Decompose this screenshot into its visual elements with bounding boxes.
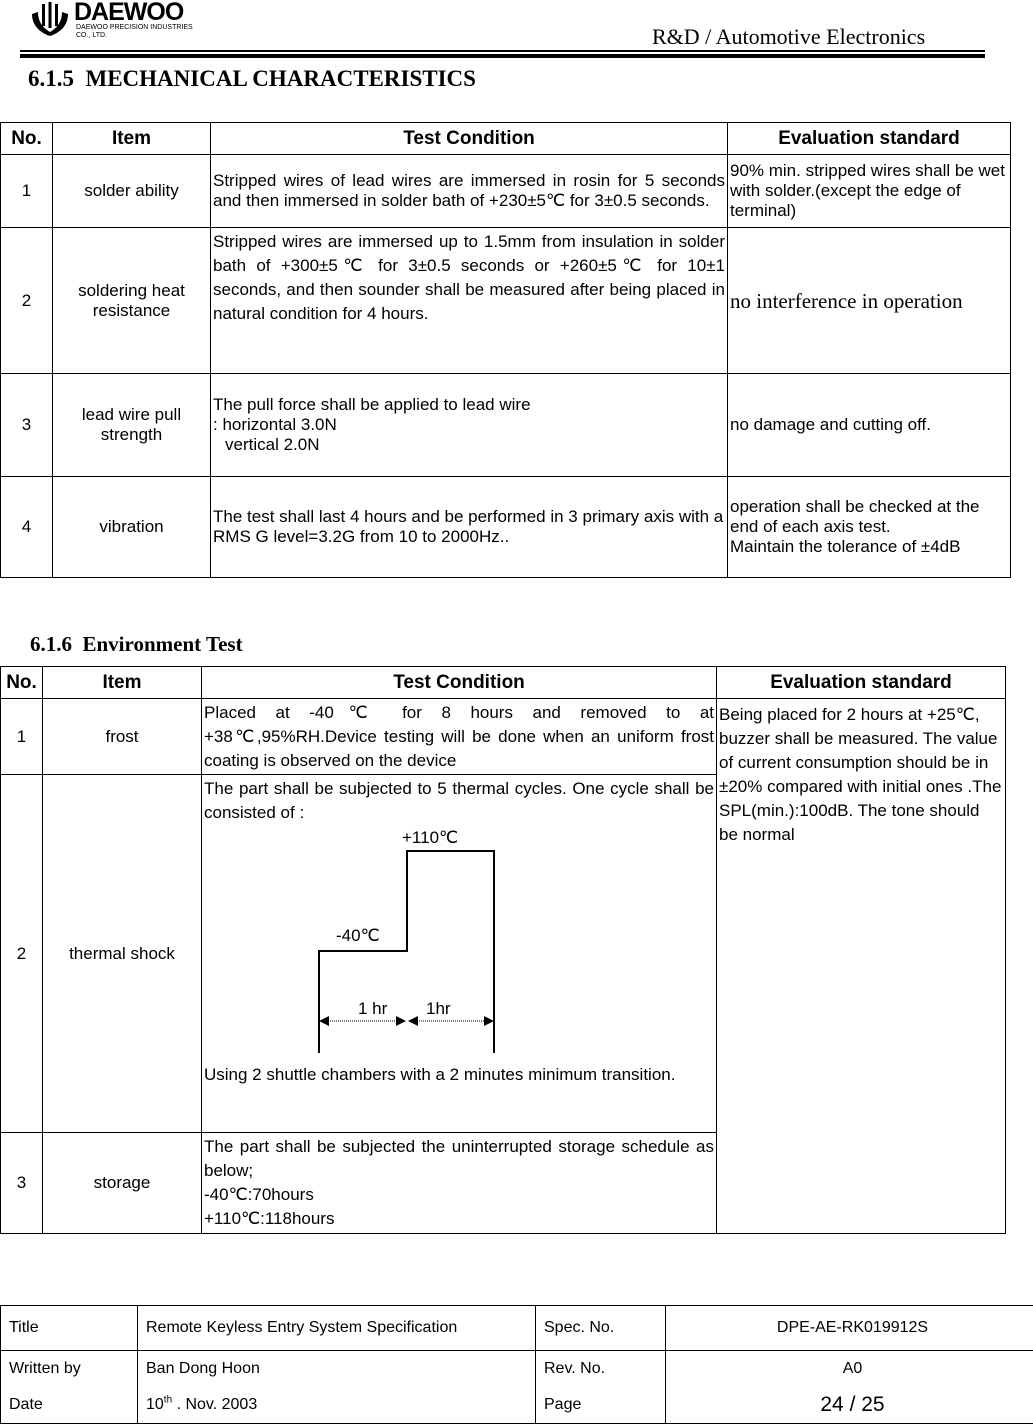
page-value: 24 / 25 [820,1393,885,1416]
condition-line: The part shall be subjected the uninterrupted storage schedule as below; [204,1137,714,1180]
mechanical-table [0,122,1011,578]
row-no: 2 [1,775,43,1133]
col-standard: Evaluation standard [728,123,1011,155]
col-no: No. [1,667,43,699]
date-suffix: th [163,1394,173,1406]
condition-line: : horizontal 3.0N [213,415,337,434]
col-standard: Evaluation standard [717,667,1006,699]
date-value [146,1387,533,1423]
spec-label: Spec. No. [536,1306,666,1351]
header-rule-thick [20,54,985,58]
title-label: Title [1,1306,138,1351]
row-no: 1 [1,699,43,775]
row-standard: no interference in operation [728,228,1011,374]
logo-text: DAEWOO [74,0,184,26]
page-label: Page [544,1396,582,1413]
row-no: 1 [1,155,53,228]
written-value: Ban Dong Hoon [146,1360,260,1377]
spec-value: DPE-AE-RK019912S [666,1306,1033,1351]
table-header [1,123,1011,155]
rev-value: A0 [842,1360,863,1377]
arrowhead-icon [484,1016,494,1026]
header-rule [20,50,985,52]
arrowhead-icon [396,1016,406,1026]
department: R&D / Automotive Electronics [652,24,926,49]
rev-page-values [666,1351,1033,1424]
high-temp-label: +110℃ [402,828,459,847]
row-condition [202,775,717,1133]
standard-line: Maintain the tolerance of ±4dB [730,537,961,556]
table-row [1,374,1011,477]
date-rest: . Nov. 2003 [172,1396,258,1413]
title-value: Remote Keyless Entry System Specification [138,1306,536,1351]
written-date-labels [1,1351,138,1424]
table-row [1,228,1011,374]
section-title: MECHANICAL CHARACTERISTICS [85,66,476,91]
rev-label: Rev. No. [544,1360,606,1377]
row-standard: no damage and cutting off. [728,374,1011,477]
row-condition: Stripped wires are immersed up to 1.5mm from insulation in solder bath of +300±5℃ for 3±0.5 seconds or +260±5℃ for 10±1 seconds, and then sounder shall be measured after being placed in natural condition for 4 hours. [211,228,728,374]
row-condition [202,1133,717,1234]
row-no: 4 [1,477,53,578]
duration-label-2: 1hr [426,999,451,1018]
row-item: storage [43,1133,202,1234]
row-no: 3 [1,374,53,477]
condition-line: vertical 2.0N [225,435,320,454]
row-item: lead wire pull strength [53,374,211,477]
col-condition: Test Condition [211,123,728,155]
col-item: Item [53,123,211,155]
footer-table [0,1305,1033,1424]
written-date-values [138,1351,536,1424]
condition-line: The pull force shall be applied to lead wire [213,395,531,414]
row-item: soldering heat resistance [53,228,211,374]
low-temp-label: -40℃ [336,926,380,945]
logo-subtitle: DAEWOO PRECISION INDUSTRIES [76,24,193,31]
date-day: 10 [146,1396,164,1413]
table-row [1,699,1006,775]
row-standard: Being placed for 2 hours at +25℃, buzzer shall be measured. The value of current consumption should be in ±20% compared with initial ones .The SPL(min.):100dB. The tone should be normal [717,699,1006,1234]
col-condition: Test Condition [202,667,717,699]
date-label: Date [9,1396,43,1413]
arrowhead-icon [408,1016,418,1026]
row-condition [211,374,728,477]
row-no: 3 [1,1133,43,1234]
section-number: 6.1.5 [28,66,74,91]
environment-table [0,666,1006,1234]
written-label: Written by [9,1360,81,1377]
condition-text: The part shall be subjected to 5 thermal cycles. One cycle shall be consisted of : [204,779,714,822]
row-condition: Stripped wires of lead wires are immersed in rosin for 5 seconds and then immersed in solder bath of +230±5℃ for 3±0.5 seconds. [211,155,728,228]
row-item: thermal shock [43,775,202,1133]
condition-line: -40℃:70hours [204,1185,314,1204]
duration-label-1: 1 hr [358,999,388,1018]
row-standard [728,477,1011,578]
row-condition: The test shall last 4 hours and be performed in 3 primary axis with a RMS G level=3.2G from 10 to 2000Hz.. [211,477,728,578]
table-header [1,667,1006,699]
thermal-cycle-diagram [202,823,717,1053]
table-row [1,477,1011,578]
col-no: No. [1,123,53,155]
logo-fan-icon [30,2,70,36]
standard-line: operation shall be checked at the end of each axis test. [730,497,980,536]
section-heading-env [30,632,243,657]
condition-line: +110℃:118hours [204,1209,335,1228]
section-title: Environment Test [82,632,243,656]
row-standard: 90% min. stripped wires shall be wet with solder.(except the edge of terminal) [728,155,1011,228]
section-number: 6.1.6 [30,632,72,656]
section-heading-mech [28,66,476,92]
rev-page-labels [536,1351,666,1424]
logo [30,2,210,40]
row-item: frost [43,699,202,775]
condition-text: Using 2 shuttle chambers with a 2 minutes minimum transition. [204,1065,676,1084]
row-item: vibration [53,477,211,578]
col-item: Item [43,667,202,699]
logo-subtitle-2: CO., LTD. [76,32,107,39]
row-no: 2 [1,228,53,374]
arrowhead-icon [319,1016,329,1026]
row-item: solder ability [53,155,211,228]
table-row [1,155,1011,228]
row-condition: Placed at -40℃ for 8 hours and removed to at +38℃,95%RH.Device testing will be done when an uniform frost coating is observed on the device [202,699,717,775]
temperature-profile [319,851,494,1053]
